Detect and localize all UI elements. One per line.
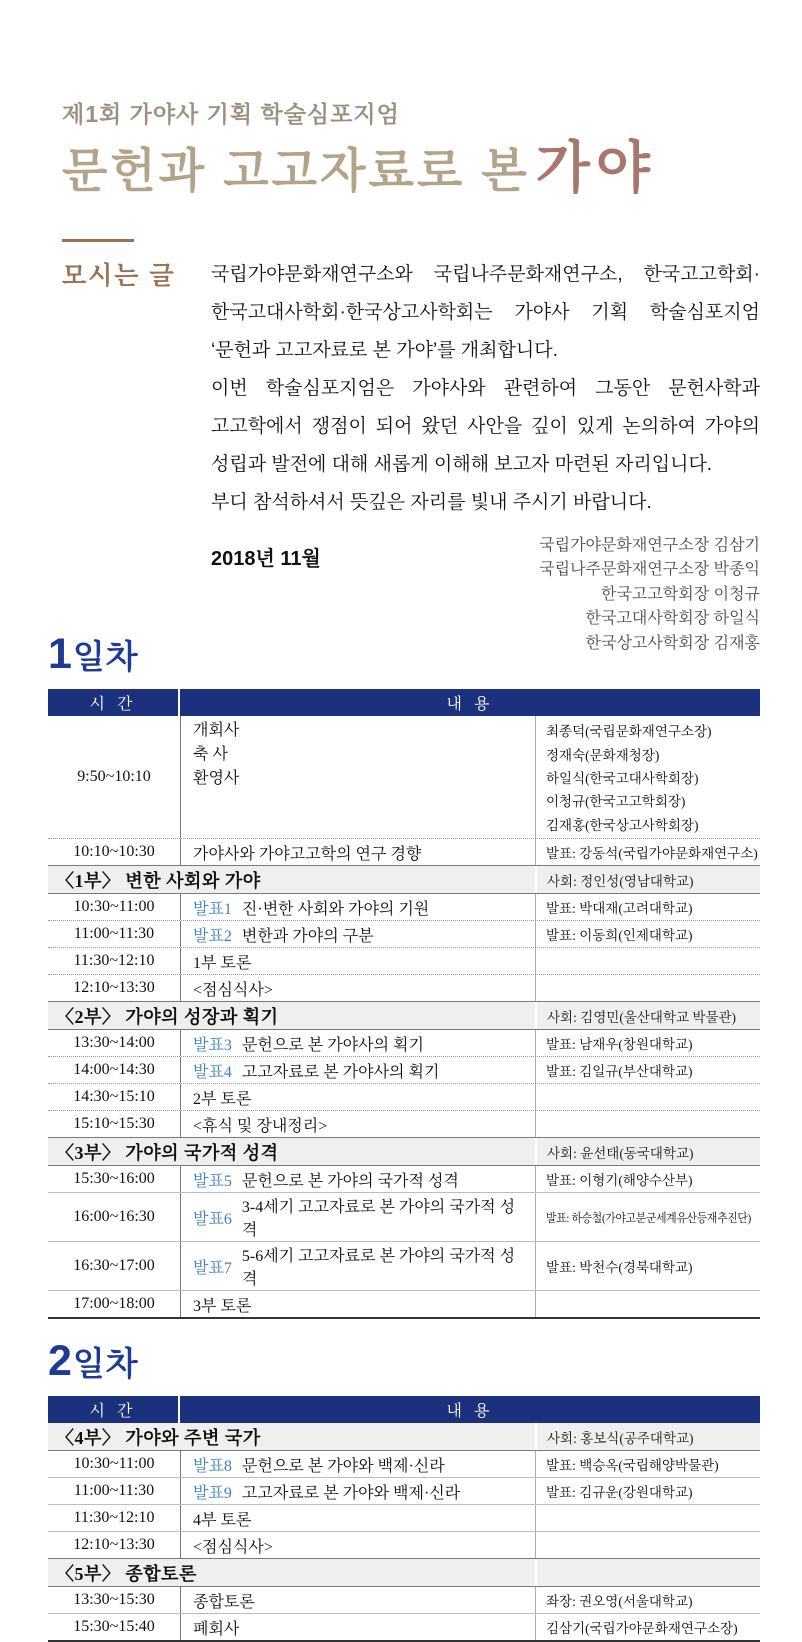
section-chair-cell: 사회: 홍보식(공주대학교)	[535, 1423, 760, 1450]
speaker-cell	[535, 1111, 760, 1137]
presentation-title: 변한과 가야의 구분	[241, 927, 374, 945]
table-row	[48, 947, 760, 974]
speaker-text: 발표: 이동희(인제대학교)	[546, 928, 693, 944]
content-cell	[180, 1166, 535, 1192]
presentation-title: 5-6세기 고고자료로 본 가야의 국가적 성격	[241, 1248, 516, 1289]
speaker-cell	[535, 1084, 760, 1110]
poster-page	[48, 0, 760, 1642]
content-cell	[180, 1614, 535, 1640]
speaker-text: 김삼기(국립가야문화재연구소장)	[546, 1621, 738, 1637]
table-row	[48, 1450, 760, 1477]
speaker-cell	[535, 1030, 760, 1056]
section-chair-cell	[535, 1559, 760, 1586]
presentation-label: 발표8	[193, 1457, 232, 1475]
presentation-title: 폐회사	[193, 1620, 240, 1638]
content-cell	[180, 716, 535, 838]
schedule-table-day1	[48, 689, 760, 1319]
speaker-text: 발표: 백승옥(국립해양박물관)	[546, 1458, 719, 1474]
table-row	[48, 1586, 760, 1613]
content-cell	[180, 1291, 535, 1317]
presentation-label: 발표5	[193, 1172, 232, 1190]
closing-block	[211, 528, 760, 657]
speaker-cell	[535, 894, 760, 920]
table-row	[48, 1613, 760, 1640]
presentation-title: 가야사와 가야고고학의 연구 경향	[193, 845, 422, 863]
content-cell	[180, 948, 535, 974]
speaker-cell	[535, 1614, 760, 1640]
time-cell: 10:30~11:00	[73, 898, 155, 916]
speaker-cell	[535, 1587, 760, 1613]
time-cell: 16:00~16:30	[73, 1208, 155, 1226]
table-row	[48, 1110, 760, 1137]
speaker-text: 발표: 남재우(창원대학교)	[546, 1037, 693, 1053]
content-cell	[180, 1451, 535, 1477]
time-cell: 14:00~14:30	[73, 1061, 155, 1079]
invitation-date: 2018년 11월	[211, 547, 321, 570]
time-cell: 11:30~12:10	[73, 952, 155, 970]
day1-number: 1	[48, 630, 73, 679]
speaker-cell	[535, 948, 760, 974]
section-row	[48, 1137, 760, 1165]
speaker-cell	[535, 1166, 760, 1192]
invitation-body	[211, 256, 760, 522]
content-line: 환영사	[193, 770, 240, 788]
invitation-label: 모시는 글	[62, 261, 176, 290]
presentation-title: 진·변한 사회와 가야의 기원	[241, 900, 430, 918]
time-cell: 16:30~17:00	[73, 1257, 155, 1275]
table-row	[48, 1241, 760, 1290]
content-cell	[180, 975, 535, 1001]
speaker-line: 하일식(한국고대사학회장)	[546, 770, 699, 786]
presentation-label: 발표1	[193, 900, 232, 918]
table-row	[48, 1165, 760, 1192]
presentation-title: 고고자료로 본 가야와 백제·신라	[241, 1484, 461, 1502]
presentation-title: 1부 토론	[193, 954, 252, 972]
time-cell: 9:50~10:10	[77, 768, 151, 786]
time-cell: 13:30~15:30	[73, 1591, 155, 1609]
signature-line: 국립가야문화재연구소장 김삼기	[539, 536, 760, 554]
content-cell	[180, 1587, 535, 1613]
speaker-text: 좌장: 권오영(서울대학교)	[546, 1594, 693, 1610]
table-rows-day2	[48, 1423, 760, 1640]
presentation-title: <휴식 및 장내정리>	[193, 1117, 328, 1135]
section-title-cell: 〈1부〉 변한 사회와 가야	[56, 870, 261, 891]
presentation-title: 4부 토론	[193, 1511, 252, 1529]
time-cell: 15:30~16:00	[73, 1170, 155, 1188]
day2-suffix: 일차	[72, 1345, 139, 1383]
content-header-cell: 내 용	[446, 1403, 494, 1421]
day1-suffix: 일차	[72, 638, 139, 676]
presentation-title: 3부 토론	[193, 1297, 252, 1315]
content-cell	[180, 1193, 535, 1241]
content-cell	[180, 1478, 535, 1504]
content-line: 축 사	[193, 746, 228, 764]
time-cell: 17:00~18:00	[73, 1295, 155, 1313]
presentation-title: 3-4세기 고고자료로 본 가야의 국가적 성격	[241, 1199, 516, 1240]
invitation-rule	[62, 239, 134, 242]
content-cell	[180, 1057, 535, 1083]
speaker-text: 발표: 박천수(경북대학교)	[546, 1260, 693, 1276]
content-cell	[180, 1111, 535, 1137]
signature-line: 한국고대사학회장 하일식	[585, 610, 760, 628]
speaker-cell	[535, 921, 760, 947]
time-cell: 10:30~11:00	[73, 1455, 155, 1473]
speaker-text: 발표: 김규운(강원대학교)	[546, 1485, 693, 1501]
presentation-title: 문헌으로 본 가야의 국가적 성격	[241, 1172, 459, 1190]
speaker-cell	[535, 839, 760, 865]
section-title-cell: 〈4부〉 가야와 주변 국가	[56, 1427, 261, 1448]
time-cell: 11:00~11:30	[73, 925, 155, 943]
section-title-cell: 〈3부〉 가야의 국가적 성격	[56, 1142, 279, 1163]
section-title-cell: 〈2부〉 가야의 성장과 획기	[56, 1006, 279, 1027]
content-header-cell: 내 용	[446, 696, 494, 714]
invitation-paragraph: 부디 참석하셔서 뜻깊은 자리를 빛내 주시기 바랍니다.	[211, 491, 652, 513]
presentation-label: 발표3	[193, 1036, 232, 1054]
section-chair-cell: 사회: 김영민(울산대학교 박물관)	[535, 1002, 760, 1029]
time-cell: 11:30~12:10	[73, 1509, 155, 1527]
content-cell	[180, 894, 535, 920]
presentation-title: 문헌으로 본 가야와 백제·신라	[241, 1457, 445, 1475]
signature-line: 한국고고학회장 이청규	[600, 585, 760, 603]
presentation-label: 발표7	[193, 1259, 232, 1277]
speaker-cell	[535, 1057, 760, 1083]
presentation-title: 2부 토론	[193, 1090, 252, 1108]
table-rows-day1	[48, 716, 760, 1317]
time-cell: 14:30~15:10	[73, 1088, 155, 1106]
speaker-text: 발표: 하승철(가야고분군세계유산등재추진단)	[546, 1210, 751, 1225]
speaker-line: 정재숙(문화재청장)	[546, 747, 660, 763]
schedule-table-day2	[48, 1396, 760, 1642]
speaker-text: 발표: 강동석(국립가야문화재연구소)	[546, 846, 758, 862]
presentation-title: 종합토론	[193, 1593, 255, 1611]
time-cell: 13:30~14:00	[73, 1034, 155, 1052]
time-cell: 15:30~15:40	[73, 1618, 155, 1636]
speaker-line: 이청규(한국고고학회장)	[546, 794, 686, 810]
time-cell: 12:10~13:30	[73, 1536, 155, 1554]
speaker-cell	[535, 1242, 760, 1290]
table-row	[48, 838, 760, 865]
table-row	[48, 1290, 760, 1317]
speaker-cell	[535, 716, 760, 838]
invitation-paragraph: 이번 학술심포지엄은 가야사와 관련하여 그동안 문헌사학과 고고학에서 쟁점이 되어 왔던 사안을 깊이 있게 논의하여 가야의 성립과 발전에 대해 새롭게 이해해 보고자 마련된 자리입니다.	[211, 377, 760, 475]
speaker-text: 발표: 김일규(부산대학교)	[546, 1064, 693, 1080]
speaker-cell	[535, 1291, 760, 1317]
section-row	[48, 865, 760, 893]
symposium-title	[62, 137, 760, 199]
time-cell: 12:10~13:30	[73, 979, 155, 997]
table-row	[48, 1083, 760, 1110]
signature-line: 한국상고사학회장 김재홍	[585, 634, 760, 652]
content-cell	[180, 1505, 535, 1531]
speaker-line: 김재홍(한국상고사학회장)	[546, 817, 699, 833]
content-line: 개회사	[193, 722, 240, 740]
time-cell: 10:10~10:30	[73, 843, 155, 861]
speaker-cell	[535, 1505, 760, 1531]
time-cell: 15:10~15:30	[73, 1115, 155, 1133]
speaker-line: 최종덕(국립문화재연구소장)	[546, 724, 712, 740]
invitation-paragraph: 국립가야문화재연구소와 국립나주문화재연구소, 한국고고학회·한국고대사학회·한국상고사학회는 가야사 기획 학술심포지엄 ‘문헌과 고고자료로 본 가야’를 개최합니다.	[211, 263, 760, 361]
content-cell	[180, 1030, 535, 1056]
table-row	[48, 893, 760, 920]
section-row	[48, 1423, 760, 1450]
speaker-cell	[535, 975, 760, 1001]
speaker-cell	[535, 1532, 760, 1558]
day2-heading	[48, 1337, 760, 1386]
speaker-text: 발표: 박대재(고려대학교)	[546, 901, 693, 917]
table-row	[48, 1477, 760, 1504]
speaker-cell	[535, 1193, 776, 1241]
table-row	[48, 1029, 760, 1056]
content-cell	[180, 839, 535, 865]
time-header-cell: 시 간	[48, 689, 180, 716]
speaker-text: 발표: 이형기(해양수산부)	[546, 1173, 693, 1189]
section-row	[48, 1558, 760, 1586]
table-row	[48, 974, 760, 1001]
content-cell	[180, 1084, 535, 1110]
table-header-row	[48, 1396, 760, 1423]
speaker-cell	[535, 1478, 760, 1504]
time-header-cell: 시 간	[48, 1396, 180, 1423]
day2-number: 2	[48, 1337, 73, 1386]
table-row	[48, 716, 760, 838]
symposium-subtitle: 제1회 가야사 기획 학술심포지엄	[62, 101, 400, 127]
section-chair-cell: 사회: 윤선태(동국대학교)	[535, 1138, 760, 1165]
presentation-title: <점심식사>	[193, 981, 273, 999]
time-cell: 11:00~11:30	[73, 1482, 155, 1500]
presentation-label: 발표4	[193, 1063, 232, 1081]
symposium-title-main: 문헌과 고고자료로 본	[62, 144, 530, 197]
section-title-cell: 〈5부〉 종합토론	[56, 1563, 197, 1584]
table-row	[48, 1192, 760, 1241]
section-chair-cell: 사회: 정인성(영남대학교)	[535, 866, 760, 893]
content-cell	[180, 1532, 535, 1558]
signature-line: 국립나주문화재연구소장 박종익	[539, 561, 760, 579]
presentation-title: <점심식사>	[193, 1538, 273, 1556]
invitation-section	[62, 256, 760, 522]
table-row	[48, 1504, 760, 1531]
presentation-label: 발표2	[193, 927, 232, 945]
table-row	[48, 1056, 760, 1083]
symposium-title-accent: 가야	[535, 136, 656, 199]
content-cell	[180, 1242, 535, 1290]
presentation-title: 고고자료로 본 가야사의 획기	[241, 1063, 440, 1081]
presentation-label: 발표6	[193, 1210, 232, 1228]
signatures	[321, 534, 760, 657]
section-row	[48, 1001, 760, 1029]
presentation-title: 문헌으로 본 가야사의 획기	[241, 1036, 424, 1054]
speaker-cell	[535, 1451, 760, 1477]
table-row	[48, 920, 760, 947]
table-header-row	[48, 689, 760, 716]
presentation-label: 발표9	[193, 1484, 232, 1502]
table-row	[48, 1531, 760, 1558]
content-cell	[180, 921, 535, 947]
title-block	[62, 96, 760, 199]
